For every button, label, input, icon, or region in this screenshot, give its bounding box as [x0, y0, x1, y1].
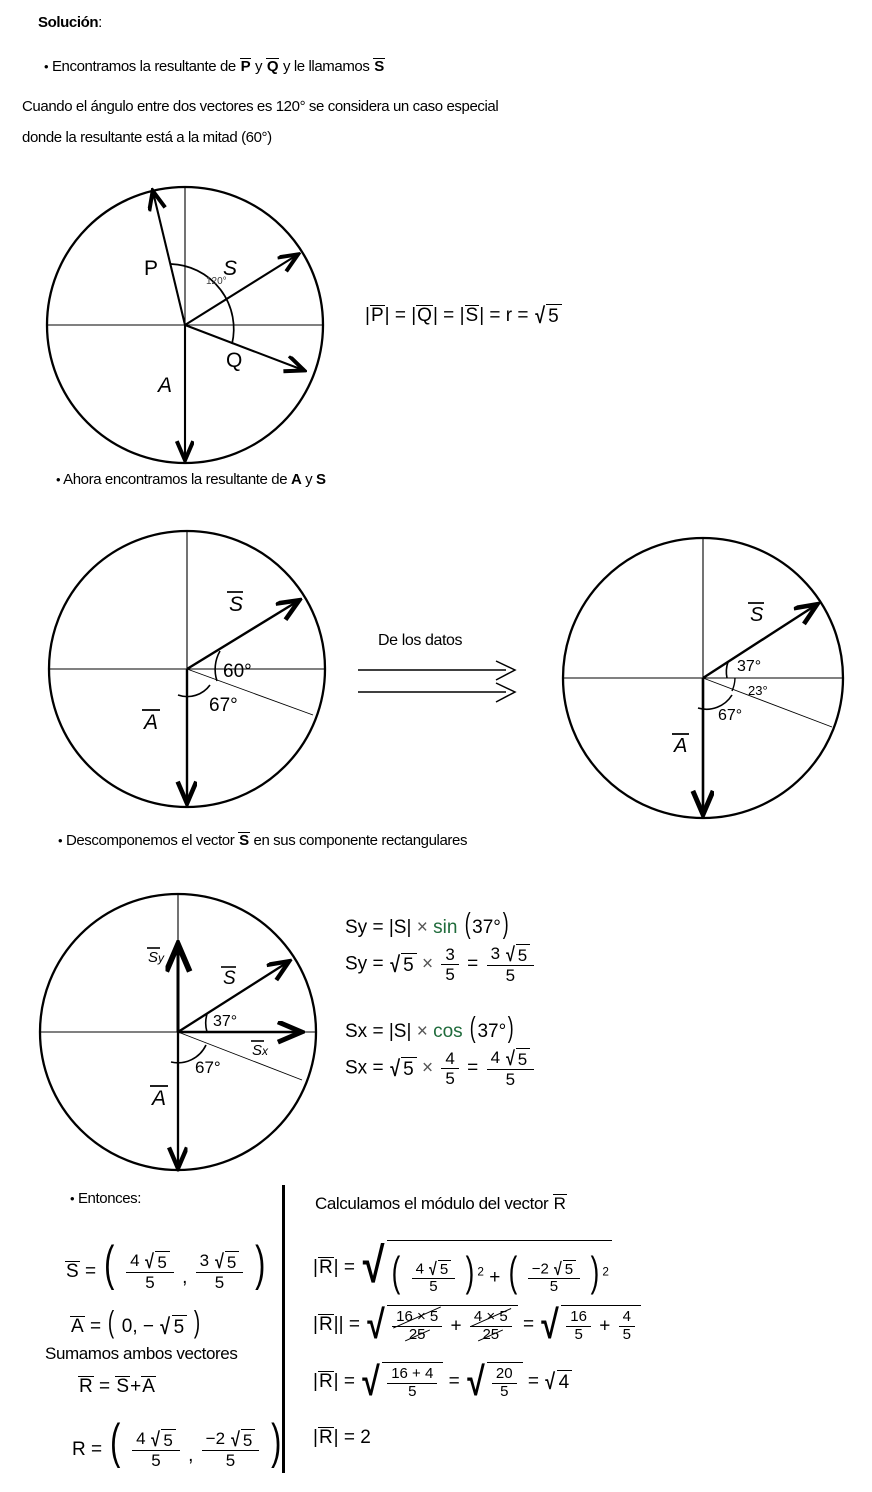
num-root: 5 — [516, 944, 530, 965]
equals: = — [343, 1427, 355, 1448]
vector-p-label: P — [240, 58, 251, 75]
equals: = — [448, 1370, 460, 1392]
num-coef: 3 — [490, 944, 501, 963]
bullet-item-2 — [56, 471, 326, 488]
label-a: A — [152, 1087, 167, 1110]
fraction-denominator: 5 — [408, 1382, 417, 1400]
fraction-numerator: 4 √ 5 — [132, 1429, 180, 1451]
abs-bar: | — [384, 305, 390, 327]
conj-y-2: y — [305, 471, 313, 488]
fraction-3-5 — [441, 945, 458, 984]
conj-y-1: y — [255, 58, 263, 75]
label-a: A — [674, 735, 688, 757]
fraction-numerator: 16 + 4 — [387, 1366, 437, 1384]
plus-sign: + — [450, 1315, 462, 1337]
circle-diagram-as-37 — [560, 525, 872, 815]
vector-q-arrow — [185, 325, 303, 370]
fraction-numerator: −2 √ 5 — [202, 1429, 260, 1451]
label-s: S — [229, 593, 244, 616]
equals: = — [372, 1021, 384, 1042]
circle-diagram-pqs — [20, 180, 370, 480]
sx-lhs-2: Sx — [345, 1057, 368, 1079]
sqrt-radicand: 4 — [557, 1370, 573, 1394]
times-sign-2: × — [422, 953, 434, 975]
angle-label-37: 37° — [737, 658, 762, 675]
plus-sign: + — [489, 1267, 501, 1288]
paragraph-line-1: Cuando el ángulo entre dos vectores es 120° se considera un caso especial — [22, 98, 499, 115]
fraction-denominator: 5 — [151, 1451, 161, 1471]
vector-s-arrow — [185, 255, 297, 325]
label-a-overline — [672, 734, 689, 757]
bullet-1-tail: y le llamamos — [282, 58, 370, 75]
label-q: Q — [226, 349, 243, 372]
num-coef: 4 — [136, 1429, 146, 1449]
equals: = — [89, 1316, 102, 1337]
paragraph-line-2: donde la resultante está a la mitad (60°) — [22, 129, 272, 146]
num-coef: −2 — [531, 1260, 549, 1278]
fraction-numerator: 3 √ 5 — [487, 944, 535, 966]
fraction-denominator: 25 — [478, 1327, 503, 1344]
calculamos-line — [315, 1194, 567, 1214]
abs-bar: | — [388, 917, 394, 938]
abs-bar: | — [459, 305, 465, 327]
label-s: S — [223, 257, 238, 280]
equals: = — [348, 1313, 360, 1335]
equation-sx-1: Sx = |S| × cos (37°) — [345, 1012, 514, 1044]
abs-bar: | — [365, 305, 370, 327]
vector-s-inline: S — [316, 471, 326, 488]
num-root: 5 — [225, 1251, 239, 1272]
abs-bar: | — [313, 1427, 318, 1448]
a-y-root: √ 5 — [159, 1315, 187, 1339]
fraction-denominator: 5 — [505, 966, 516, 986]
sqrt-4: √ 4 — [544, 1370, 572, 1394]
abs-bar: | — [333, 1370, 339, 1392]
equals: = — [467, 1057, 479, 1079]
num-root: 5 — [161, 1429, 175, 1450]
equation-r-vector: R = ( 4 √ 5 5 , −2 √ 5 5 ) — [72, 1414, 281, 1471]
angle-label-67: 67° — [718, 707, 743, 724]
abs-bar: | — [479, 305, 485, 327]
r-vector-lhs: R — [72, 1439, 86, 1460]
angle-label-23: 23° — [748, 683, 768, 698]
term-2 — [528, 1260, 580, 1297]
abs-bar: | — [388, 1021, 394, 1042]
fraction-numerator: 4 — [619, 1309, 635, 1327]
vector-s-label: S — [374, 58, 384, 75]
entonces-text: Entonces — [77, 1190, 138, 1207]
bullet-dot-icon: • — [56, 472, 61, 487]
label-a: A — [158, 374, 173, 397]
equals: = — [517, 305, 529, 327]
sin-function: sin — [433, 917, 458, 938]
equation-s-vector: S = ( 4 √ 5 5 , 3 √ 5 5 ) — [66, 1236, 265, 1293]
fraction-numerator: 3 — [441, 945, 458, 965]
magnitude-q: Q — [417, 305, 432, 327]
calculamos-r: R — [553, 1194, 566, 1213]
bullet-dot-icon: • — [70, 1191, 75, 1206]
page-title-text: Solución — [38, 14, 99, 31]
angle-label-67: 67° — [195, 1058, 221, 1077]
abs-bar: | — [333, 1257, 339, 1279]
page-title-colon: : — [98, 14, 102, 31]
sx-abs-s: S — [393, 1021, 407, 1042]
equals: = — [91, 1439, 103, 1460]
term-16x5-over-25 — [392, 1309, 442, 1344]
sqrt-sum: √ $\frac{16 + 4}{5}$ — [360, 1362, 443, 1402]
equation-a-vector: A = ( 0, − √ 5 ) — [71, 1305, 201, 1339]
equals: = — [467, 953, 479, 975]
bullet-item-1 — [44, 58, 385, 75]
fraction-3root5-5 — [487, 944, 535, 985]
equation-sx-2 — [345, 1048, 537, 1089]
circle-diagram-as-60 — [20, 525, 360, 815]
s-y-component — [196, 1251, 244, 1292]
fraction-numerator: −2 √ 5 — [528, 1260, 580, 1280]
bullet-item-4 — [70, 1190, 141, 1207]
fraction-denominator: 5 — [500, 1382, 509, 1400]
bullet-dot-icon: • — [58, 833, 63, 848]
num-coef: 4 — [130, 1251, 140, 1271]
label-s-overline — [227, 592, 243, 616]
equation-modulo-4 — [313, 1427, 371, 1449]
bullet-3-text: Descomponemos el vector — [65, 832, 235, 849]
fraction-denominator: 5 — [445, 1069, 455, 1089]
fraction-denominator: 5 — [145, 1273, 155, 1293]
sqrt-5-c: √ 5 — [389, 1057, 417, 1081]
a-vector-lhs: A — [71, 1316, 84, 1337]
vector-a-inline: A — [290, 471, 302, 488]
num-root: 5 — [241, 1429, 255, 1450]
times-sign: × — [416, 1021, 428, 1042]
sqrt-left: √ $\frac{16 \times 5}{25}$ + $\frac{4 \times 5}{25}$ — [365, 1305, 517, 1345]
angle-arc-37 — [206, 1014, 207, 1032]
abs-bar: | — [313, 1257, 318, 1279]
term-20-over-5 — [492, 1366, 517, 1401]
fraction-numerator: 16 — [566, 1309, 591, 1327]
abs-bar: | — [313, 1313, 318, 1335]
label-a: A — [144, 711, 159, 734]
magnitude-s: S — [465, 305, 479, 327]
fraction-4root5-5 — [487, 1048, 535, 1089]
radius-symbol: r — [505, 305, 513, 327]
angle-label-120: 120° — [206, 276, 227, 287]
calculamos-text: Calculamos el módulo del vector — [315, 1194, 549, 1213]
sy-lhs-2: Sy — [345, 953, 368, 975]
fraction-denominator: 5 — [505, 1070, 516, 1090]
label-s: S — [750, 604, 764, 626]
equation-modulo-3 — [313, 1362, 572, 1402]
entonces-colon: : — [137, 1190, 142, 1207]
times-sign: × — [416, 917, 428, 938]
fraction-denominator: 5 — [214, 1273, 225, 1293]
fraction-denominator: 5 — [549, 1278, 559, 1296]
num-root: 5 — [155, 1251, 169, 1272]
term-16plus4-over-5 — [387, 1366, 437, 1401]
fraction-denominator: 25 — [405, 1327, 430, 1344]
fraction-denominator: 5 — [574, 1325, 583, 1343]
label-sy: Sy — [148, 949, 165, 966]
equals: = — [372, 1057, 384, 1079]
sy-lhs: Sy — [345, 917, 368, 938]
abs-bar: | — [411, 305, 417, 327]
term-1 — [412, 1260, 456, 1297]
plus-sign: + — [130, 1376, 142, 1397]
sy-angle-arg: 37° — [472, 917, 501, 938]
fraction-numerator: 16 × 5 — [392, 1309, 442, 1327]
equals-2: = — [522, 1313, 535, 1335]
sqrt-radicand: 5 — [546, 304, 562, 328]
a-y-sign: − — [142, 1316, 155, 1337]
abs-bar: | — [333, 1427, 339, 1448]
fraction-denominator: 5 — [445, 965, 455, 985]
equals: = — [84, 1261, 97, 1282]
equals: = — [443, 305, 455, 327]
s-x-component — [126, 1251, 174, 1292]
num-coef: 4 — [415, 1260, 424, 1278]
equals: = — [527, 1370, 539, 1392]
equation-modulo-1 — [313, 1240, 612, 1296]
label-p: P — [144, 257, 159, 280]
fraction-denominator: 5 — [225, 1451, 236, 1471]
label-a-overline — [142, 710, 160, 734]
circle-diagram-components — [20, 890, 350, 1180]
angle-arc-60 — [215, 651, 220, 681]
sx-lhs: Sx — [345, 1021, 368, 1042]
bullet-1-text: Encontramos la resultante de — [51, 58, 236, 75]
bullet-2-text: Ahora encontramos la resultante de — [63, 471, 288, 488]
exponent-1: 2 — [477, 1265, 484, 1279]
equals: = — [372, 953, 384, 975]
exponent-2: 2 — [602, 1265, 609, 1279]
fraction-numerator: 4 √ 5 — [487, 1048, 535, 1070]
fraction-numerator: 4 √ 5 — [412, 1260, 456, 1280]
mod-lhs-4: R — [318, 1427, 333, 1448]
equals: = — [372, 917, 384, 938]
sqrt-5: √ 5 — [534, 304, 562, 328]
num-root: 5 — [563, 1260, 576, 1279]
fraction-numerator: 20 — [492, 1366, 517, 1384]
label-s: S — [223, 968, 236, 989]
label-a-overline — [150, 1086, 168, 1110]
comma: , — [182, 1267, 188, 1288]
term-4-over-5 — [619, 1309, 635, 1344]
equation-magnitudes — [365, 304, 562, 328]
bullet-dot-icon: • — [44, 59, 49, 74]
sqrt-radicand: 5 — [172, 1315, 188, 1339]
sqrt-20-5: √ $\frac{20}{5}$ — [465, 1362, 523, 1402]
term-16-over-5 — [566, 1309, 591, 1344]
fraction-numerator: 4 × 5 — [470, 1309, 512, 1327]
fraction-numerator: 4 √ 5 — [126, 1251, 174, 1273]
num-coef: 4 — [490, 1048, 501, 1067]
fraction-denominator: 5 — [429, 1278, 438, 1296]
plus-sign-2: + — [599, 1315, 611, 1337]
sqrt-radicand-c: 5 — [401, 1057, 417, 1081]
r-sum-s: S — [116, 1376, 130, 1397]
sumamos-text: Sumamos ambos vectores — [45, 1344, 238, 1363]
label-sx: Sx — [252, 1042, 269, 1059]
abs-bar: | — [406, 917, 412, 938]
angle-arc-67 — [178, 685, 210, 697]
cos-function: cos — [433, 1021, 463, 1042]
s-vector-lhs: S — [66, 1261, 79, 1282]
equals: = — [343, 1370, 355, 1392]
equation-modulo-2 — [313, 1305, 641, 1345]
comma: , — [132, 1316, 138, 1337]
num-coef: −2 — [205, 1429, 226, 1449]
fraction-numerator: 3 √ 5 — [196, 1251, 244, 1273]
r-sum-lhs: R — [79, 1376, 93, 1397]
equals: = — [394, 305, 406, 327]
equals: = — [489, 305, 501, 327]
times-sign-3: × — [422, 1057, 434, 1079]
abs-bar: | — [406, 1021, 412, 1042]
term-4x5-over-25 — [470, 1309, 512, 1344]
label-sy-overline — [147, 948, 165, 966]
num-coef: 3 — [199, 1251, 210, 1271]
a-x-component: 0 — [121, 1316, 133, 1337]
transition-label: De los datos — [378, 632, 463, 649]
sqrt-radicand-b: 5 — [401, 953, 417, 977]
abs-bar: || — [333, 1313, 344, 1335]
angle-arc-37 — [726, 662, 728, 678]
num-root: 5 — [438, 1260, 451, 1279]
double-arrow-icon — [358, 660, 520, 708]
fraction-4-5 — [441, 1049, 458, 1088]
num-root: 5 — [516, 1048, 530, 1069]
equals: = — [343, 1257, 355, 1279]
sqrt-big: √ ( 4 √ 5 5 ) $^2$ + ( −2 √ 5 5 ) $^2$ — [360, 1240, 612, 1296]
label-s-overline — [221, 967, 236, 989]
sy-abs-s: S — [393, 917, 407, 938]
mod-lhs-2: R — [318, 1313, 333, 1335]
sx-angle-arg: 37° — [477, 1021, 507, 1042]
angle-label-37: 37° — [213, 1013, 238, 1030]
sqrt-right: √ $\frac{16}{5}$ + $\frac{4}{5}$ — [539, 1305, 641, 1345]
r-sum-a: A — [142, 1376, 155, 1397]
mod-result: 2 — [360, 1427, 371, 1448]
equals: = — [99, 1376, 111, 1397]
comma: , — [188, 1445, 194, 1466]
vector-q-label: Q — [266, 58, 279, 75]
angle-label-60: 60° — [223, 661, 252, 682]
bullet-item-3 — [58, 832, 467, 849]
abs-bar: | — [432, 305, 438, 327]
r-x-component — [132, 1429, 180, 1470]
r-y-component — [202, 1429, 260, 1470]
bullet-3-tail: en sus componente rectangulares — [253, 832, 468, 849]
angle-arc-23 — [732, 678, 735, 691]
label-sx-overline — [251, 1041, 269, 1059]
abs-bar: | — [313, 1370, 318, 1392]
sqrt-5-b: √ 5 — [389, 953, 417, 977]
angle-label-67: 67° — [209, 695, 238, 716]
equation-sy-2 — [345, 944, 537, 985]
vector-s-inline-2: S — [239, 832, 249, 849]
equation-r-sum — [78, 1376, 156, 1398]
equation-sy-1: Sy = |S| × sin (37°) — [345, 908, 509, 940]
fraction-numerator: 4 — [441, 1049, 458, 1069]
page-title — [38, 14, 102, 31]
label-s-overline — [748, 603, 764, 626]
fraction-denominator: 5 — [622, 1325, 631, 1343]
mod-lhs-3: R — [318, 1370, 333, 1392]
magnitude-p: P — [370, 305, 384, 327]
mod-lhs: R — [318, 1257, 333, 1279]
